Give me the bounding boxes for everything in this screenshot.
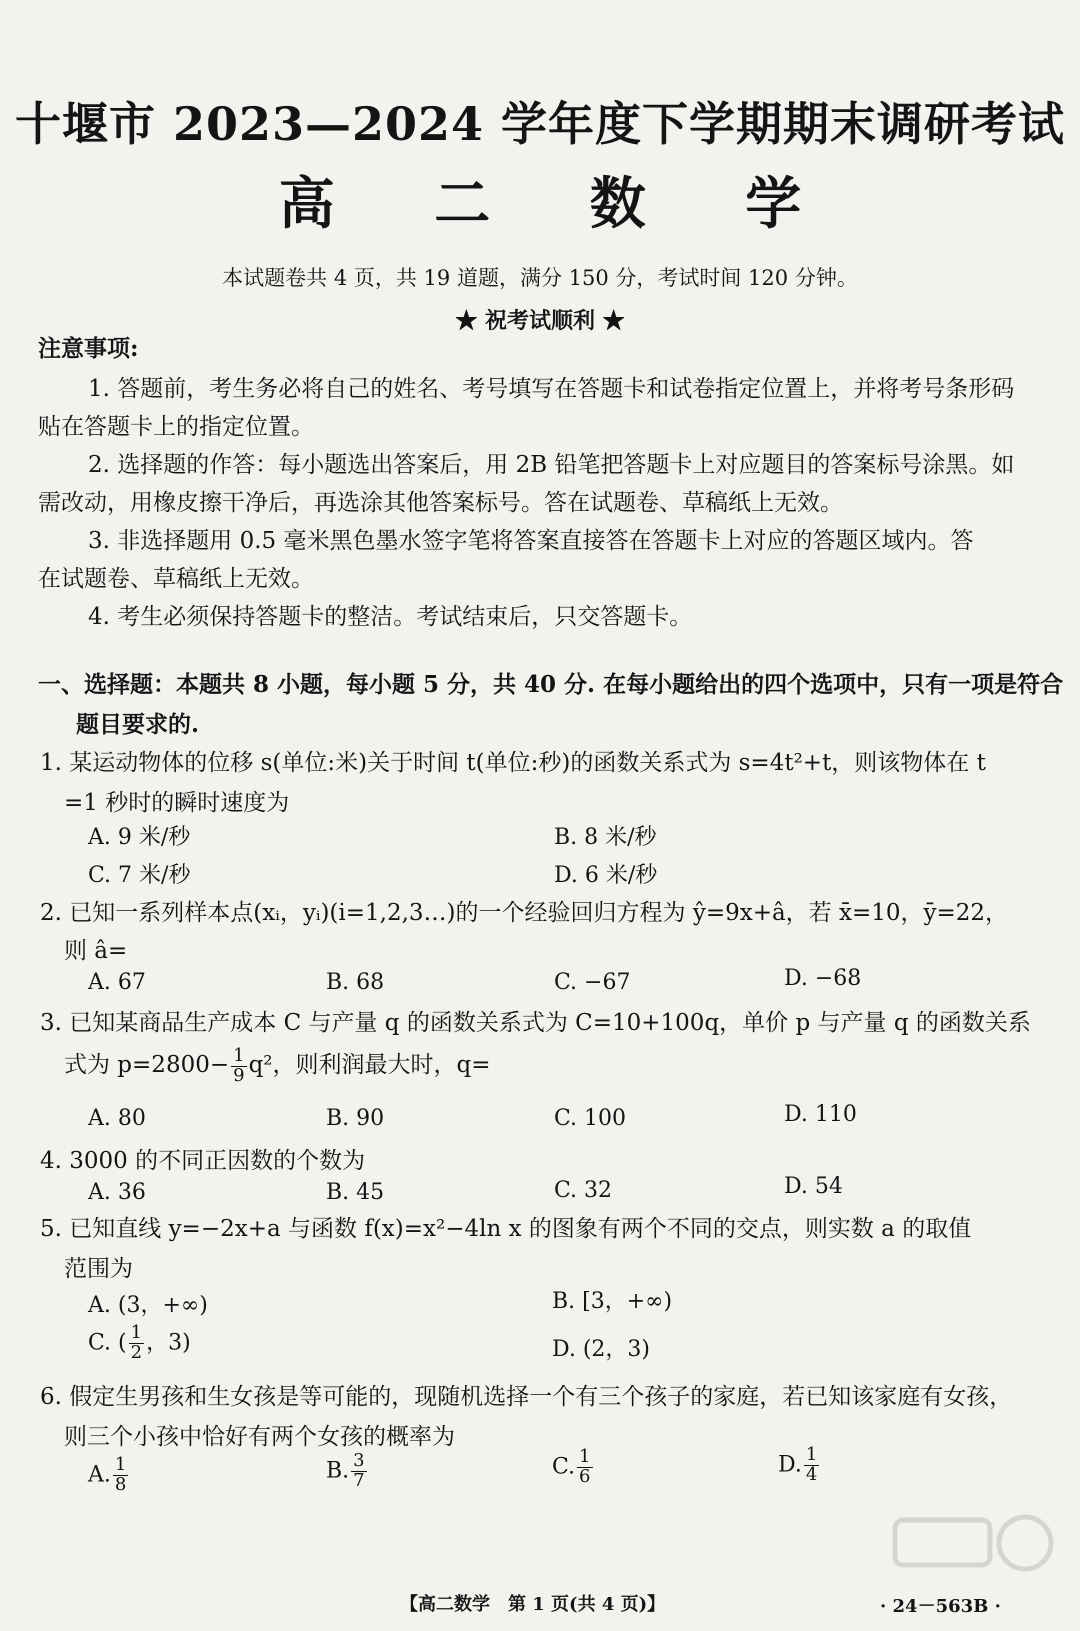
question-5: 5. 已知直线 y=−2x+a 与函数 f(x)=x²−4ln x 的图象有两个不同的交点，则实数 a 的取值: [40, 1216, 972, 1242]
q2-option-b: B. 68: [326, 970, 385, 995]
q5-option-d: D. (2，3): [552, 1337, 651, 1362]
note-line: 2. 选择题的作答：每小题选出答案后，用 2B 铅笔把答题卡上对应题目的答案标号涂黑。如: [88, 452, 1015, 478]
q4-option-c: C. 32: [554, 1178, 613, 1203]
q4-option-b: B. 45: [326, 1180, 385, 1205]
q6-option-d: D. $\frac{1}{4}$: [778, 1444, 818, 1485]
q3-option-d: D. 110: [784, 1102, 857, 1127]
question-2-cont: 则 â=: [64, 938, 128, 964]
exam-title: 十堰市 2023—2024 学年度下学期期末调研考试: [14, 97, 1066, 151]
q6-option-c: C. $\frac{1}{6}$: [552, 1446, 591, 1487]
note-line: 1. 答题前，考生务必将自己的姓名、考号填写在答题卡和试卷指定位置上，并将考号条形码: [88, 376, 1015, 402]
question-5-cont: 范围为: [64, 1256, 133, 1282]
question-2: 2. 已知一系列样本点(xᵢ，yᵢ)(i=1,2,3…)的一个经验回归方程为 ŷ=9x+â，若 x̄=10，ȳ=22，: [40, 900, 1009, 926]
note-line: 在试题卷、草稿纸上无效。: [38, 566, 314, 592]
q3-option-a: A. 80: [88, 1106, 146, 1131]
section-heading: 一、选择题：本题共 8 小题，每小题 5 分，共 40 分. 在每小题给出的四个选项中，只有一项是符合: [38, 671, 1064, 698]
note-line: 3. 非选择题用 0.5 毫米黑色墨水签字笔将答案直接答在答题卡上对应的答题区域内。答: [88, 528, 974, 554]
watermark-logo: [890, 1505, 1060, 1585]
question-4: 4. 3000 的不同正因数的个数为: [40, 1148, 366, 1174]
q5-option-a: A. (3，+∞): [88, 1293, 208, 1318]
q1-option-a: A. 9 米/秒: [88, 825, 191, 850]
subject-title: 高 二 数 学: [278, 171, 842, 237]
q1-option-d: D. 6 米/秒: [554, 863, 658, 888]
notes-heading: 注意事项:: [38, 335, 139, 362]
q3-fraction: $\frac{1}{9}$: [233, 1044, 245, 1086]
q2-option-d: D. −68: [784, 966, 862, 991]
question-6: 6. 假定生男孩和生女孩是等可能的，现随机选择一个有三个孩子的家庭，若已知该家庭有女孩，: [40, 1384, 1013, 1410]
q1-option-b: B. 8 米/秒: [554, 825, 657, 850]
q1-option-c: C. 7 米/秒: [88, 863, 191, 888]
q3-option-c: C. 100: [554, 1106, 627, 1131]
note-line: 贴在答题卡上的指定位置。: [38, 414, 314, 440]
q3-text-post: q²，则利润最大时，q=: [248, 1052, 491, 1078]
q5-option-b: B. [3，+∞): [552, 1289, 673, 1314]
q3-text-pre: 式为 p=2800−: [64, 1052, 230, 1078]
question-3: 3. 已知某商品生产成本 C 与产量 q 的函数关系式为 C=10+100q，单价 p 与产量 q 的函数关系: [40, 1010, 1031, 1036]
q6-option-a: A. $\frac{1}{8}$: [88, 1454, 127, 1495]
good-luck-banner: ★ 祝考试顺利 ★: [455, 308, 625, 334]
page-footer: 【高二数学 第 1 页(共 4 页)】: [400, 1594, 666, 1615]
question-1-cont: =1 秒时的瞬时速度为: [64, 790, 290, 816]
q5-option-c: C. ( $\frac{1}{2}$ ，3): [88, 1322, 191, 1363]
q2-option-a: A. 67: [88, 970, 146, 995]
q4-option-a: A. 36: [88, 1180, 146, 1205]
note-line: 需改动，用橡皮擦干净后，再选涂其他答案标号。答在试题卷、草稿纸上无效。: [38, 490, 843, 516]
question-1: 1. 某运动物体的位移 s(单位:米)关于时间 t(单位:秒)的函数关系式为 s=4t²+t，则该物体在 t: [40, 750, 986, 776]
q3-option-b: B. 90: [326, 1106, 385, 1131]
q5-c-fraction: $\frac{1}{2}$: [130, 1322, 143, 1363]
paper-code: · 24－563B ·: [880, 1596, 1001, 1617]
q6-option-b: B. $\frac{3}{7}$: [326, 1450, 365, 1491]
question-6-cont: 则三个小孩中恰好有两个女孩的概率为: [64, 1424, 455, 1450]
q2-option-c: C. −67: [554, 970, 631, 995]
exam-info: 本试题卷共 4 页，共 19 道题，满分 150 分，考试时间 120 分钟。: [222, 266, 858, 290]
section-heading-cont: 题目要求的.: [76, 711, 200, 738]
note-line: 4. 考生必须保持答题卡的整洁。考试结束后，只交答题卡。: [88, 604, 693, 630]
q4-option-d: D. 54: [784, 1174, 843, 1199]
question-3-cont: [64, 1046, 491, 1085]
